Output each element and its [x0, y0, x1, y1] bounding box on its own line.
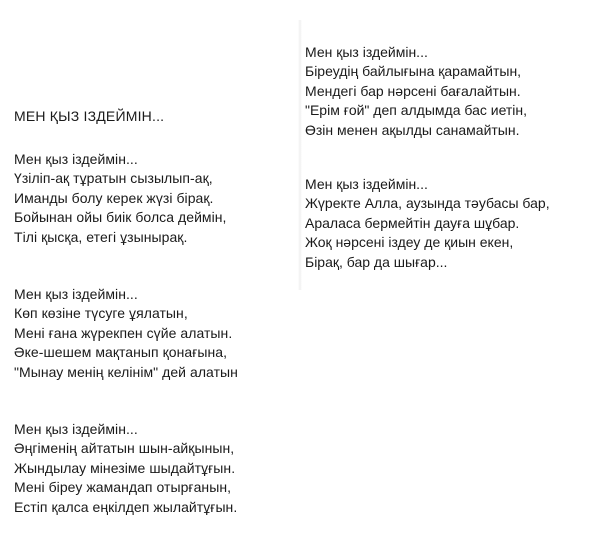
stanza-5 — [305, 175, 550, 272]
stanza-line: Бірақ, бар да шығар... — [305, 253, 448, 270]
stanza-line: Жүректе Алла, аузында тәубасы бар, — [305, 195, 550, 212]
stanza-line: Мен қыз іздеймін... — [14, 151, 138, 167]
stanza-line: Мені ғана жүрекпен сүйе алатын. — [14, 324, 233, 341]
stanza-4 — [305, 43, 527, 140]
stanza-line: Жоқ нәрсені іздеу де қиын екен, — [305, 234, 514, 251]
stanza-line: Өзін менен ақылды санамайтын. — [305, 121, 520, 138]
stanza-line: Бойынан ойы биік болса деймін, — [14, 209, 227, 226]
stanza-line: Мен қыз іздеймін... — [305, 176, 428, 192]
stanza-line: Араласа бермейтін дауға шұбар. — [305, 214, 520, 231]
stanza-line: Мен қыз іздеймін... — [14, 421, 138, 437]
stanza-line: Әке-шешем мақтанып қонағына, — [14, 344, 228, 361]
stanza-1 — [14, 150, 227, 247]
stanza-2 — [14, 285, 238, 382]
page-fold-shadow — [298, 20, 302, 290]
stanza-line: "Ерім ғой" деп алдымда бас иетін, — [305, 102, 528, 119]
stanza-line: "Мынау менің келінім" дей алатын — [14, 363, 238, 380]
stanza-line: Мені біреу жамандап отырғанын, — [14, 479, 232, 496]
stanza-line: Мен қыз іздеймін... — [14, 286, 138, 302]
stanza-line: Иманды болу керек жүзі бірақ. — [14, 189, 214, 206]
poem-title: МЕН ҚЫЗ ІЗДЕЙМІН... — [14, 108, 165, 124]
stanza-line: Естіп қалса еңкілдеп жылайтұғын. — [14, 498, 238, 515]
stanza-line: Тілі қысқа, етегі ұзынырақ. — [14, 228, 188, 245]
stanza-3 — [14, 420, 237, 517]
stanza-line: Біреудің байлығына қарамайтын, — [305, 63, 522, 80]
stanza-line: Көп көзіне түсуге ұялатын, — [14, 305, 188, 322]
stanza-line: Жындылау мінезіме шыдайтұғын. — [14, 459, 236, 476]
stanza-line: Мен қыз іздеймін... — [305, 44, 428, 60]
stanza-line: Әңгіменің айтатын шын-айқынын, — [14, 440, 235, 457]
stanza-line: Үзіліп-ақ тұратын сызылып-ақ, — [14, 170, 213, 187]
stanza-line: Мендегі бар нәрсені бағалайтын. — [305, 82, 521, 99]
